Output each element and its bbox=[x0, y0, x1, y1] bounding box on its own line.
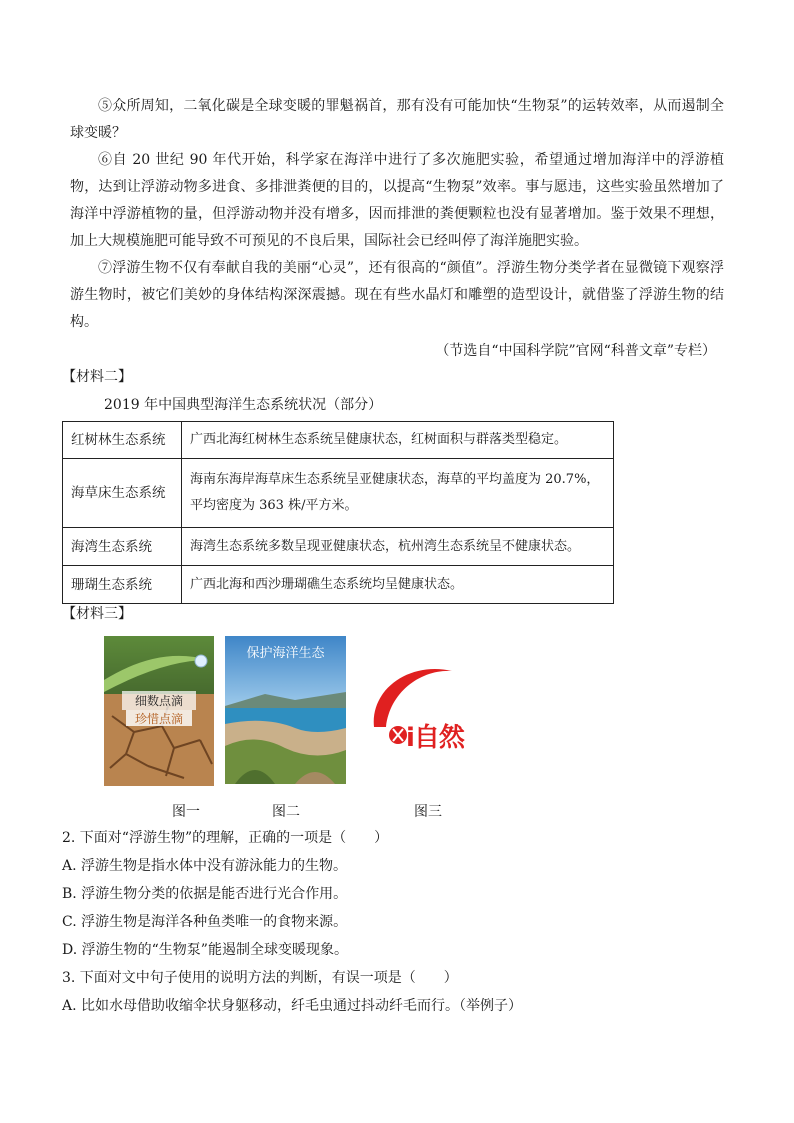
figure-2-caption: 图二 bbox=[272, 804, 300, 820]
ecosystem-status: 海湾生态系统多数呈现亚健康状态，杭州湾生态系统呈不健康状态。 bbox=[182, 528, 614, 566]
question-2-option-c: C. 浮游生物是海洋各种鱼类唯一的食物来源。 bbox=[62, 914, 348, 930]
figure-3-caption: 图三 bbox=[414, 804, 442, 820]
figure-2-title: 保护海洋生态 bbox=[246, 646, 325, 661]
question-3-stem: 3. 下面对文中句子使用的说明方法的判断，有误一项是（ ） bbox=[62, 970, 458, 986]
table-row bbox=[63, 566, 614, 604]
ecosystem-name: 珊瑚生态系统 bbox=[63, 566, 182, 604]
paragraph-7: ⑦浮游生物不仅有奉献自我的美丽“心灵”，还有很高的“颜值”。浮游生物分类学者在显微镜下观察浮游生物时，被它们美妙的身体结构深深震撼。现在有些水晶灯和雕塑的造型设计，就借鉴了浮游生物的结构。 bbox=[70, 260, 724, 330]
figure-1-caption: 图一 bbox=[172, 804, 200, 820]
ecosystem-status: 广西北海和西沙珊瑚礁生态系统均呈健康状态。 bbox=[182, 566, 614, 604]
table-title: 2019 年中国典型海洋生态系统状况（部分） bbox=[104, 397, 383, 413]
figure-2-poster bbox=[225, 636, 346, 784]
question-2-option-a: A. 浮游生物是指水体中没有游泳能力的生物。 bbox=[62, 858, 348, 874]
paragraph-6: ⑥自 20 世纪 90 年代开始，科学家在海洋中进行了多次施肥实验，希望通过增加海洋中的浮游植物，达到让浮游动物多进食、多排泄粪便的目的，以提高“生物泵”效率。事与愿违，这些实验虽然增加了海洋中浮游植物的量，但浮游动物并没有增多，因而排泄的粪便颗粒也没有显著增加。鉴于效果不理想，加上大规模施肥可能导致不可预见的不良后果，国际社会已经叫停了海洋施肥实验。 bbox=[70, 152, 724, 249]
table-row bbox=[63, 528, 614, 566]
figure-3-logo-text: i自然 bbox=[406, 723, 464, 753]
question-3-option-a: A. 比如水母借助收缩伞状身躯移动，纤毛虫通过抖动纤毛而行。（举例子） bbox=[62, 998, 523, 1014]
ecosystem-table bbox=[62, 421, 614, 604]
ecosystem-status: 广西北海红树林生态系统呈健康状态，红树面积与群落类型稳定。 bbox=[182, 422, 614, 459]
ecosystem-name: 海湾生态系统 bbox=[63, 528, 182, 566]
ecosystem-status: 海南东海岸海草床生态系统呈亚健康状态，海草的平均盖度为 20.7%，平均密度为 363 株/平方米。 bbox=[182, 459, 614, 528]
figure-1-line2: 珍惜点滴 bbox=[134, 712, 183, 726]
ecosystem-name: 海草床生态系统 bbox=[63, 459, 182, 528]
material2-heading: 【材料二】 bbox=[62, 369, 132, 385]
table-row bbox=[63, 459, 614, 528]
logo-arc-icon bbox=[360, 655, 480, 775]
question-2-option-d: D. 浮游生物的“生物泵”能遏制全球变暖现象。 bbox=[62, 942, 348, 958]
question-2-stem: 2. 下面对“浮游生物”的理解，正确的一项是（ ） bbox=[62, 830, 389, 846]
paragraph-5: ⑤众所周知，二氧化碳是全球变暖的罪魁祸首，那有没有可能加快“生物泵”的运转效率，从而遏制全球变暖？ bbox=[70, 98, 724, 141]
figure-3-logo bbox=[360, 655, 480, 775]
source-note: （节选自“中国科学院”官网“科普文章”专栏） bbox=[435, 343, 716, 359]
figure-1-line1: 细数点滴 bbox=[134, 694, 183, 708]
figure-1-poster bbox=[104, 636, 214, 786]
question-2-option-b: B. 浮游生物分类的依据是能否进行光合作用。 bbox=[62, 886, 348, 902]
ecosystem-name: 红树林生态系统 bbox=[63, 422, 182, 459]
material3-heading: 【材料三】 bbox=[62, 606, 132, 622]
table-row bbox=[63, 422, 614, 459]
